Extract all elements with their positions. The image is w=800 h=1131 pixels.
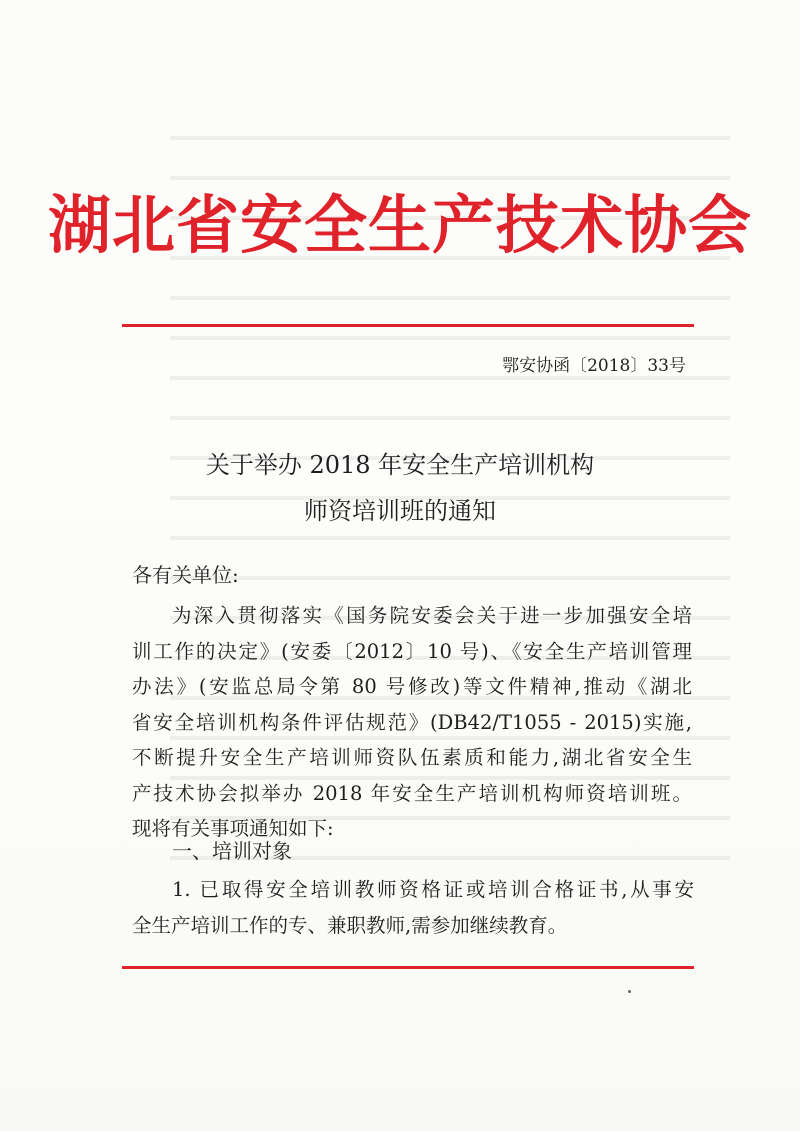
notice-title-line-1: 关于举办 2018 年安全生产培训机构 xyxy=(205,451,595,479)
scan-speck xyxy=(628,990,631,993)
paragraph-line: 现将有关事项通知如下: xyxy=(132,817,334,840)
item-line: 全生产培训工作的专、兼职教师,需参加继续教育。 xyxy=(132,913,568,937)
paragraph-line: 省安全培训机构条件评估规范》(DB42/T1055 - 2015)实施, xyxy=(132,710,692,734)
organization-letterhead: 湖北省安全生产技术协会 xyxy=(48,188,752,262)
item-line: 1. 已取得安全培训教师资格证或培训合格证书,从事安 xyxy=(172,878,694,901)
notice-title-line-2: 师资培训班的通知 xyxy=(304,497,496,525)
section-heading-training-target: 一、培训对象 xyxy=(172,839,292,863)
document-number: 鄂安协函〔2018〕33号 xyxy=(502,356,686,376)
paragraph-line: 不断提升安全生产培训师资队伍素质和能力,湖北省安全生 xyxy=(132,746,692,769)
paragraph-line: 为深入贯彻落实《国务院安委会关于进一步加强安全培 xyxy=(172,604,692,627)
paragraph-line: 训工作的决定》(安委〔2012〕10 号)、《安全生产培训管理 xyxy=(132,639,692,663)
intro-paragraph xyxy=(132,598,692,847)
letterhead-red-rule xyxy=(122,324,694,327)
training-target-item-1 xyxy=(132,872,694,943)
salutation: 各有关单位: xyxy=(132,563,239,587)
paragraph-line: 办法》(安监总局令第 80 号修改)等文件精神,推动《湖北 xyxy=(132,675,692,698)
paragraph-line: 产技术协会拟举办 2018 年安全生产培训机构师资培训班。 xyxy=(132,781,692,805)
footer-red-rule xyxy=(122,966,694,969)
